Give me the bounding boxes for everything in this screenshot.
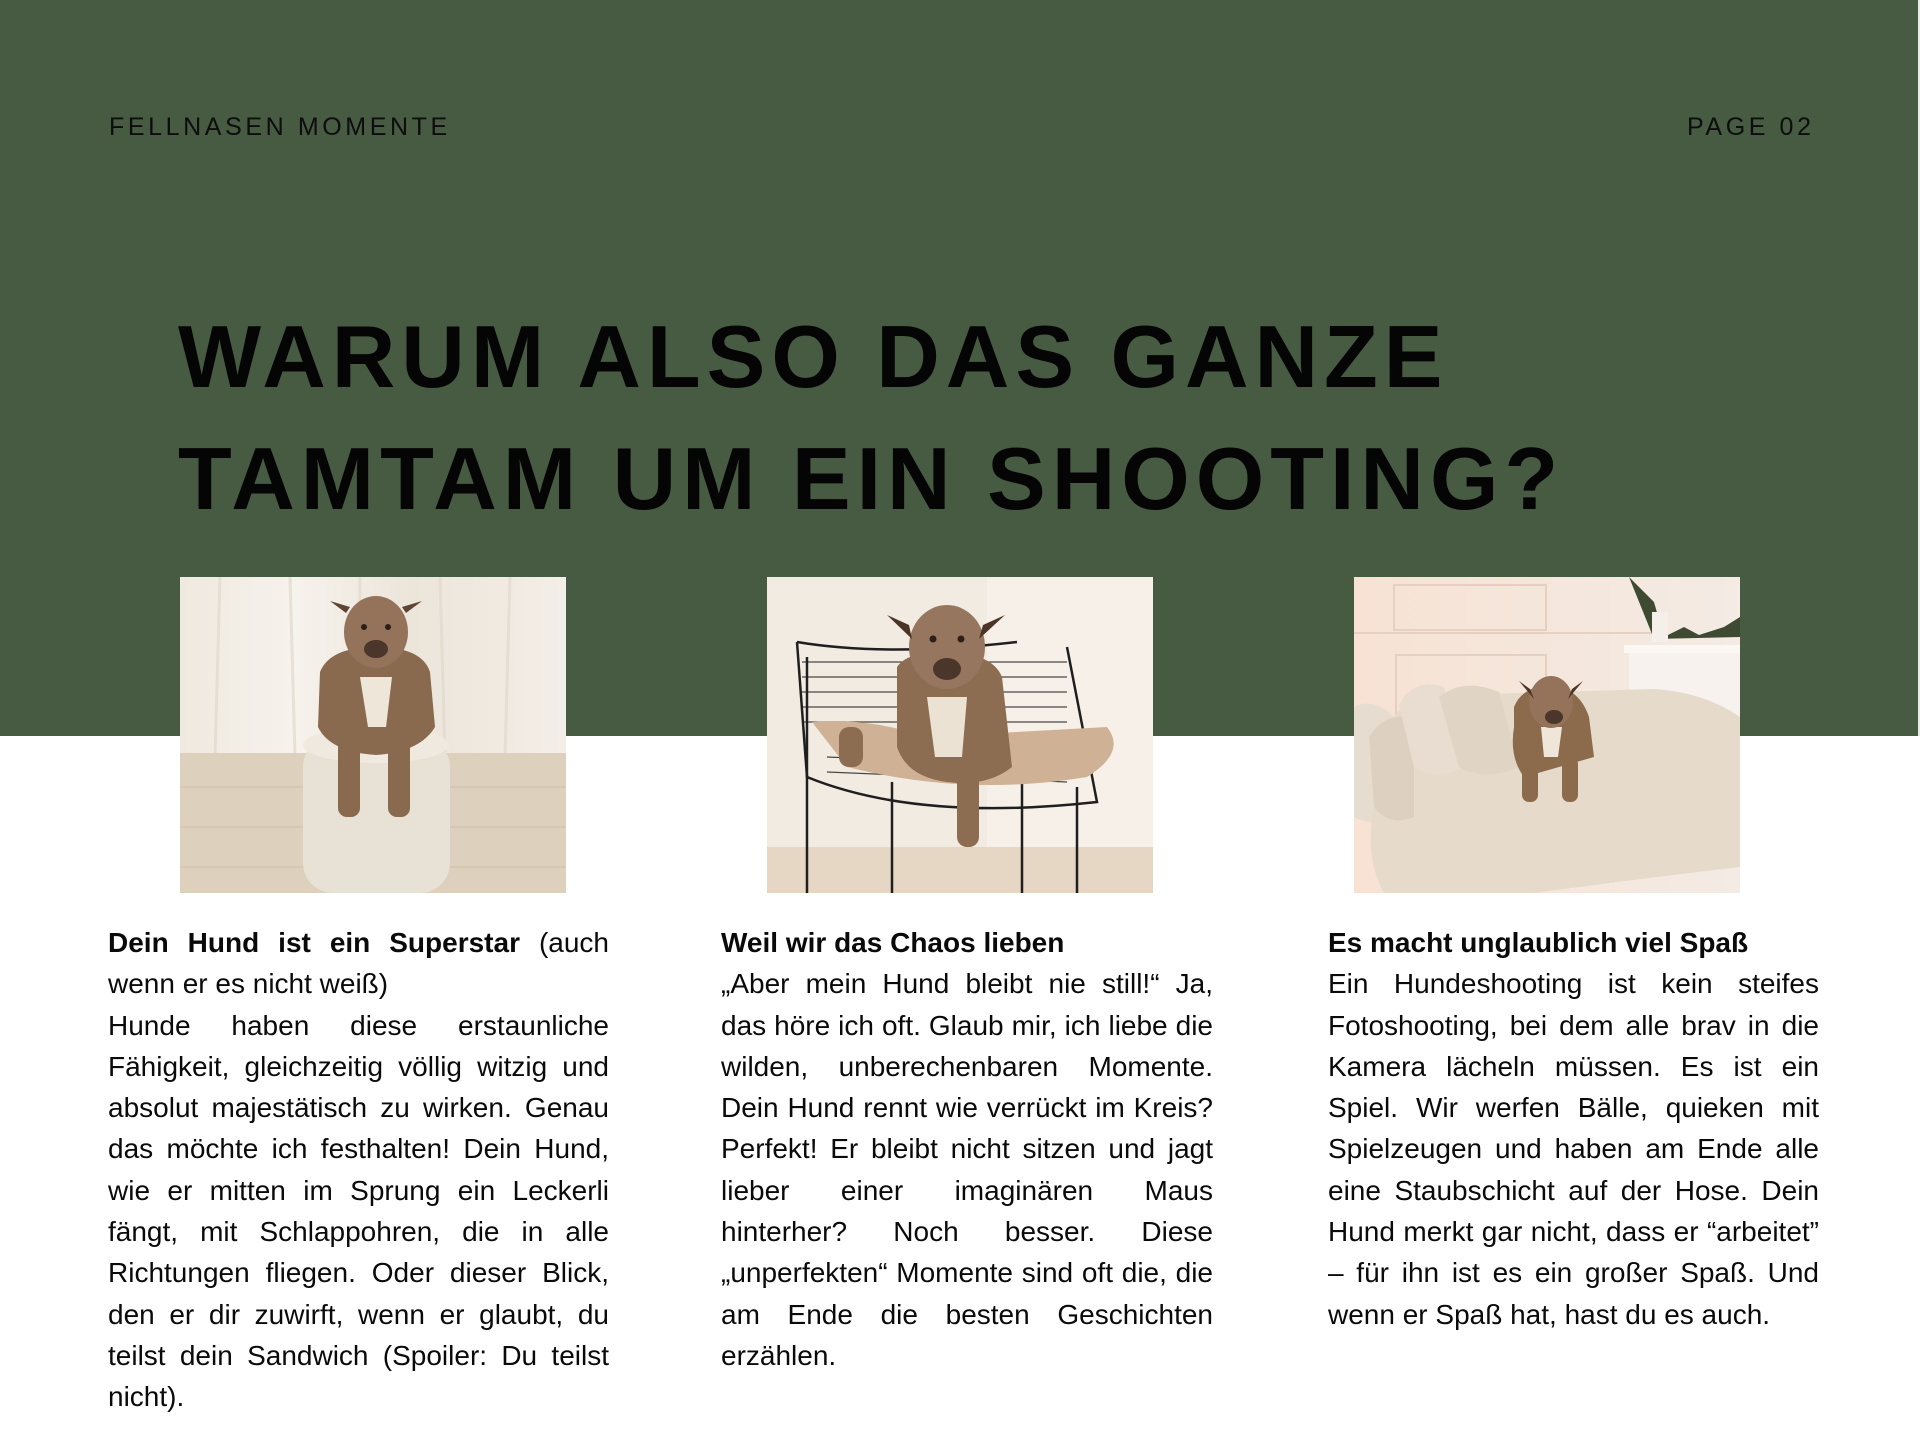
column-2-body: „Aber mein Hund bleibt nie still!“ Ja, das höre ich oft. Glaub mir, ich liebe die wilden, unberechenbaren Momente. Dein Hund rennt wie verrückt im Kreis? Perfekt! Er bleibt nicht sitzen und jagt lieber einer imaginären Maus hinterher? Noch besser. Diese „unperfekten“ Momente sind oft die, die am Ende die besten Geschichten erzählen. <box>721 968 1213 1371</box>
page-number: PAGE 02 <box>1687 113 1815 141</box>
page-title <box>178 296 1564 540</box>
column-1-intro <box>108 922 609 1005</box>
column-1-body: Hunde haben diese erstaunliche Fähigkeit, gleichzeitig völlig witzig und absolut majestätisch zu wirken. Genau das möchte ich festhalten! Dein Hund, wie er mitten im Sprung ein Leckerli fängt, mit Schlappohren, die in alle Richtungen fliegen. Oder dieser Blick, den er dir zuwirft, wenn er glaubt, du teilst dein Sandwich (Spoiler: Du teilst nicht). <box>108 1009 609 1413</box>
page-title-line-1: WARUM ALSO DAS GANZE <box>178 307 1449 406</box>
text-column-3 <box>1328 922 1819 1335</box>
column-3-heading: Es macht unglaublich viel Spaß <box>1328 927 1749 958</box>
column-2-heading: Weil wir das Chaos lieben <box>721 927 1065 958</box>
page-title-line-2: TAMTAM UM EIN SHOOTING? <box>178 429 1565 528</box>
text-column-2 <box>721 922 1213 1376</box>
text-column-1 <box>108 922 609 1418</box>
column-3-body: Ein Hundeshooting ist kein steifes Fotoshooting, bei dem alle brav in die Kamera lächeln müssen. Es ist ein Spiel. Wir werfen Bälle, quieken mit Spielzeugen und haben am Ende alle eine Staubschicht auf der Hose. Dein Hund merkt gar nicht, dass er “arbeitet” – für ihn ist es ein großer Spaß. Und wenn er Spaß hat, hast du es auch. <box>1328 968 1819 1330</box>
dog-photo-image <box>1354 577 1740 893</box>
brand-name: FELLNASEN MOMENTE <box>109 113 451 141</box>
column-1-heading-suffix: (auch wenn er es nicht weiß) <box>108 927 610 1000</box>
photo-dog-on-pouf <box>180 577 566 893</box>
dog-photo-image <box>767 577 1153 893</box>
dog-photo-image <box>180 577 566 893</box>
column-1-heading: Dein Hund ist ein Superstar <box>108 927 520 958</box>
photo-dog-on-chair <box>767 577 1153 893</box>
photo-dog-on-sofa <box>1354 577 1740 893</box>
